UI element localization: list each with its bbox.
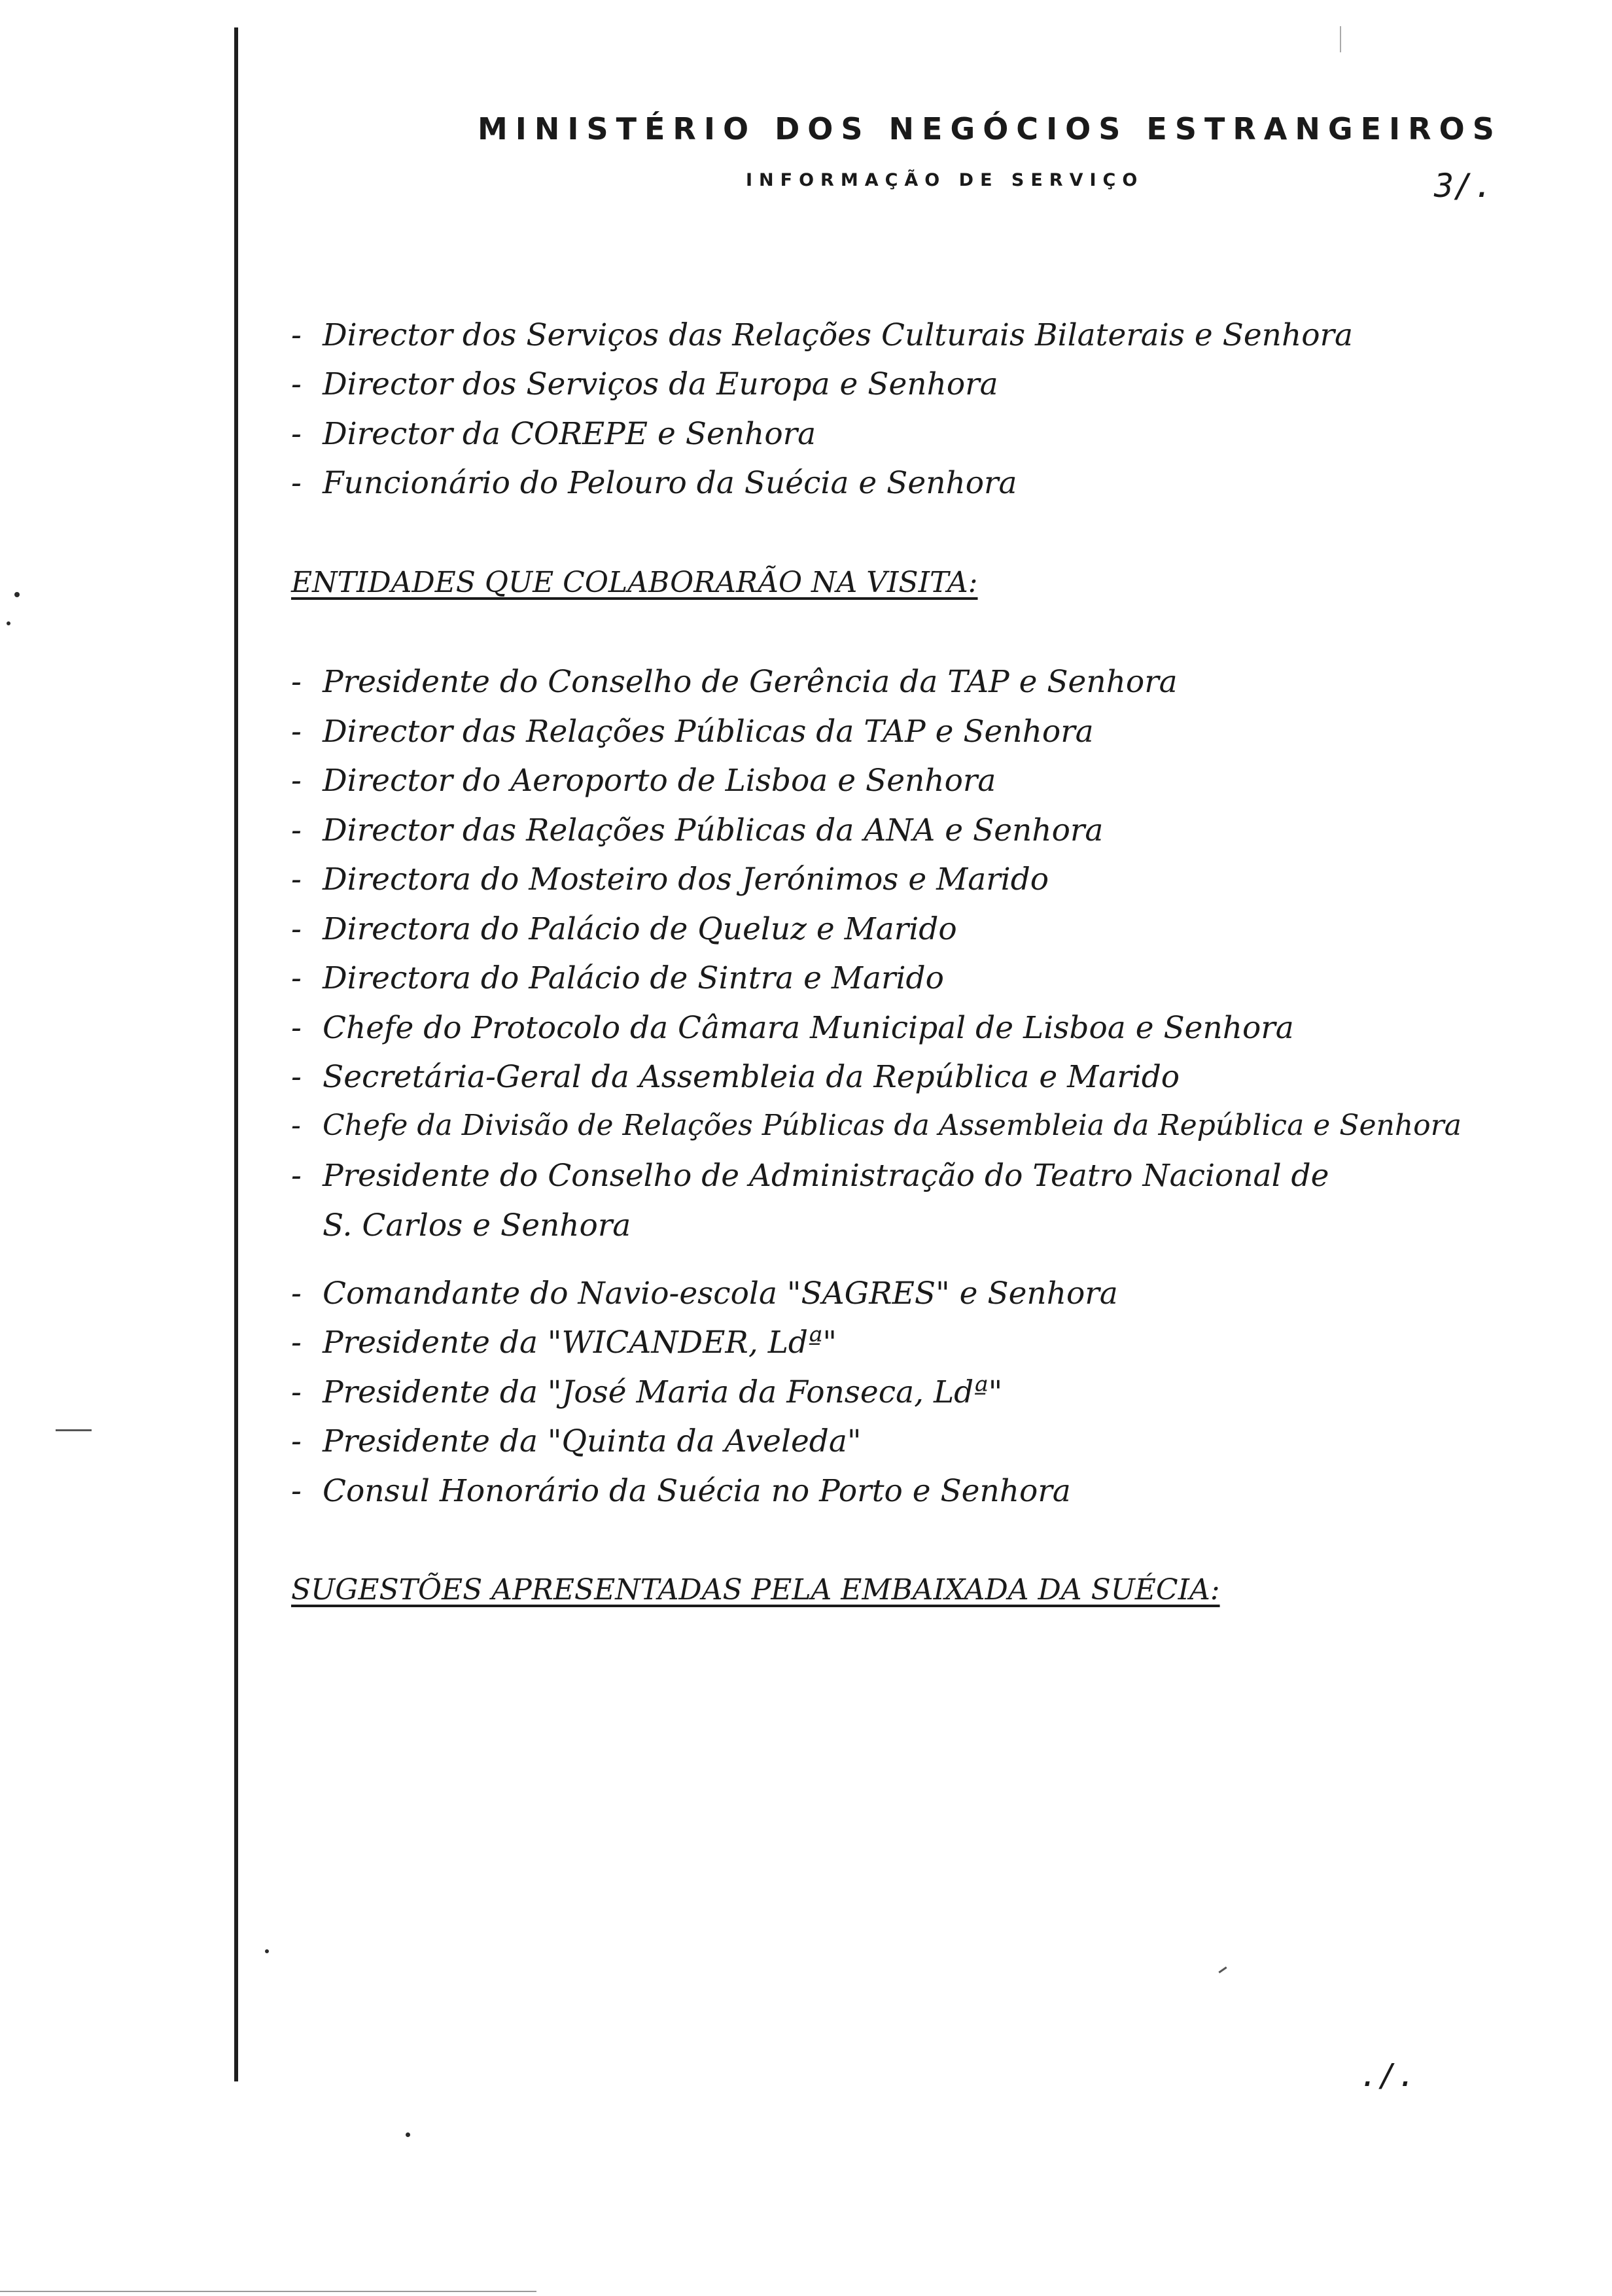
- list-item: - Directora do Palácio de Queluz e Marido: [291, 911, 957, 947]
- scan-speck: [14, 592, 20, 597]
- list-item: - Presidente da "José Maria da Fonseca, Ldª": [291, 1374, 1003, 1410]
- list-item: - Director do Aeroporto de Lisboa e Senhora: [291, 763, 996, 799]
- section-heading-suggestions: SUGESTÕES APRESENTADAS PELA EMBAIXADA DA SUÉCIA:: [291, 1573, 1220, 1607]
- list-item: - Director das Relações Públicas da TAP e Senhora: [291, 714, 1094, 750]
- list-item: - Directora do Mosteiro dos Jerónimos e Marido: [291, 861, 1049, 897]
- list-item: - Chefe do Protocolo da Câmara Municipal de Lisboa e Senhora: [291, 1010, 1294, 1046]
- list-item: - Directora do Palácio de Sintra e Marido: [291, 960, 944, 996]
- scan-mark: [1340, 26, 1341, 52]
- margin-rule: [234, 27, 238, 2081]
- list-item: - Secretária-Geral da Assembleia da República e Marido: [291, 1059, 1180, 1095]
- scan-speck: [406, 2132, 410, 2137]
- list-item: - Comandante do Navio-escola "SAGRES" e Senhora: [291, 1276, 1118, 1312]
- scan-mark: [1218, 1966, 1227, 1973]
- list-item: - Director da COREPE e Senhora: [291, 416, 816, 452]
- list-item: - Funcionário do Pelouro da Suécia e Senhora: [291, 465, 1017, 501]
- scan-speck: [265, 1949, 269, 1953]
- list-item: - Director das Relações Públicas da ANA e Senhora: [291, 812, 1104, 848]
- list-item: - Presidente do Conselho de Administração do Teatro Nacional de: [291, 1158, 1329, 1194]
- page-number: 3/.: [1434, 167, 1494, 205]
- ministry-header: MINISTÉRIO DOS NEGÓCIOS ESTRANGEIROS: [478, 111, 1502, 147]
- scan-mark: [56, 1429, 92, 1431]
- list-item: - Consul Honorário da Suécia no Porto e Senhora: [291, 1473, 1071, 1509]
- list-item: - Director dos Serviços das Relações Culturais Bilaterais e Senhora: [291, 317, 1354, 353]
- scan-speck: [7, 621, 10, 625]
- list-item: - Presidente do Conselho de Gerência da TAP e Senhora: [291, 664, 1178, 700]
- list-item: - Presidente da "Quinta da Aveleda": [291, 1423, 862, 1459]
- list-item: - Presidente da "WICANDER, Ldª": [291, 1325, 837, 1361]
- service-subheader: INFORMAÇÃO DE SERVIÇO: [746, 170, 1144, 190]
- list-item: - Chefe da Divisão de Relações Públicas da Assembleia da República e Senhora: [291, 1109, 1462, 1142]
- scan-mark: [0, 2291, 536, 2292]
- continuation-mark: ./.: [1359, 2057, 1416, 2094]
- section-heading-entities: ENTIDADES QUE COLABORARÃO NA VISITA:: [291, 566, 978, 599]
- list-item-continuation: S. Carlos e Senhora: [323, 1208, 631, 1244]
- list-item: - Director dos Serviços da Europa e Senhora: [291, 366, 998, 402]
